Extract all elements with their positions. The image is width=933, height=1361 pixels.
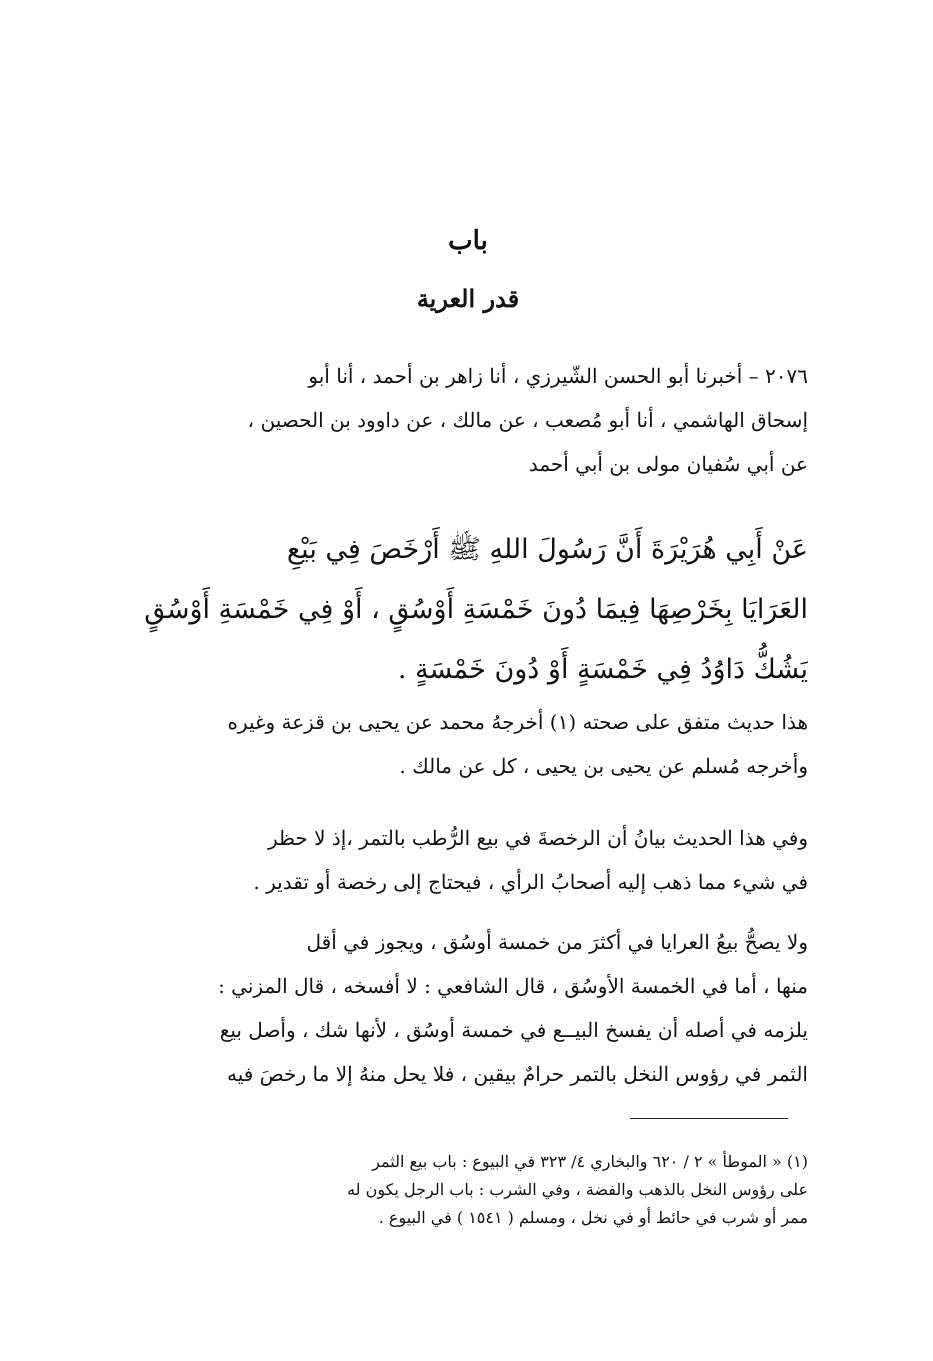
- paragraph-line: وأخرجه مُسلم عن يحيى بن يحيى ، كل عن مالك .: [399, 754, 808, 778]
- isnad-line: ٢٠٧٦ – أخبرنا أبو الحسن الشّيرزي ، أنا زاهر بن أحمد ، أنا أبو: [308, 364, 808, 388]
- chapter-subtitle: قدر العرية: [416, 284, 520, 313]
- footnote-line: ممر أو شرب في حائط أو في نخل ، ومسلم ( ١٥٤١ ) في البيوع .: [378, 1208, 808, 1227]
- commentary-paragraph: [128, 700, 808, 788]
- footnote-line: على رؤوس النخل بالذهب والفضة ، وفي الشرب : باب الرجل يكون له: [347, 1180, 808, 1199]
- paragraph-line: وفي هذا الحديث بيانُ أن الرخصةَ في بيع الرُّطب بالتمر ،إذ لا حظر: [267, 826, 808, 850]
- footnote-divider: [630, 1118, 788, 1119]
- paragraph-line: ولا يصحُّ بيعُ العرايا في أكثرَ من خمسة أوسُق ، ويجوز في أقل: [306, 930, 808, 954]
- commentary-paragraph: [128, 920, 808, 1096]
- footnote: [128, 1148, 808, 1232]
- hadith-text: [128, 520, 808, 700]
- hadith-line: يَشُكُّ دَاوُدُ فِي خَمْسَةٍ أَوْ دُونَ خَمْسَةٍ .: [397, 654, 808, 685]
- paragraph-line: هذا حديث متفق على صحته (١) أخرجهُ محمد عن يحيى بن قزعة وغيره: [227, 710, 808, 734]
- paragraph-line: الثمر في رؤوس النخل بالتمر حرامٌ بيقين ، فلا يحل منهُ إلا ما رخصَ فيه: [226, 1062, 808, 1086]
- isnad-line: عن أبي سُفيان مولى بن أبي أحمد: [528, 452, 808, 476]
- commentary-paragraph: [128, 816, 808, 904]
- paragraph-line: منها ، أما في الخمسة الأوسُق ، قال الشافعي : لا أفسخه ، قال المزني :: [218, 974, 808, 998]
- isnad-line: إسحاق الهاشمي ، أنا أبو مُصعب ، عن مالك ، عن داوود بن الحصين ،: [247, 408, 808, 432]
- isnad-paragraph: [128, 354, 808, 486]
- paragraph-line: يلزمه في أصله أن يفسخ البيــع في خمسة أوسُق ، لأنها شك ، وأصل بيع: [219, 1018, 808, 1042]
- hadith-line: عَنْ أَبِي هُرَيْرَةَ أَنَّ رَسُولَ اللهِ ﷺ أَرْخَصَ فِي بَيْعِ: [286, 534, 808, 565]
- chapter-heading: باب: [448, 226, 488, 256]
- hadith-line: العَرَايَا بِخَرْصِهَا فِيمَا دُونَ خَمْسَةِ أَوْسُقٍ ، أَوْ فِي خَمْسَةِ أَوْسُقٍ: [144, 594, 808, 625]
- paragraph-line: في شيء مما ذهب إليه أصحابُ الرأي ، فيحتاج إلى رخصة أو تقدير .: [253, 870, 808, 894]
- footnote-line: (١) « الموطأ » ٢ / ٦٢٠ والبخاري ٤/ ٣٢٣ في البيوع : باب بيع الثمر: [372, 1152, 808, 1171]
